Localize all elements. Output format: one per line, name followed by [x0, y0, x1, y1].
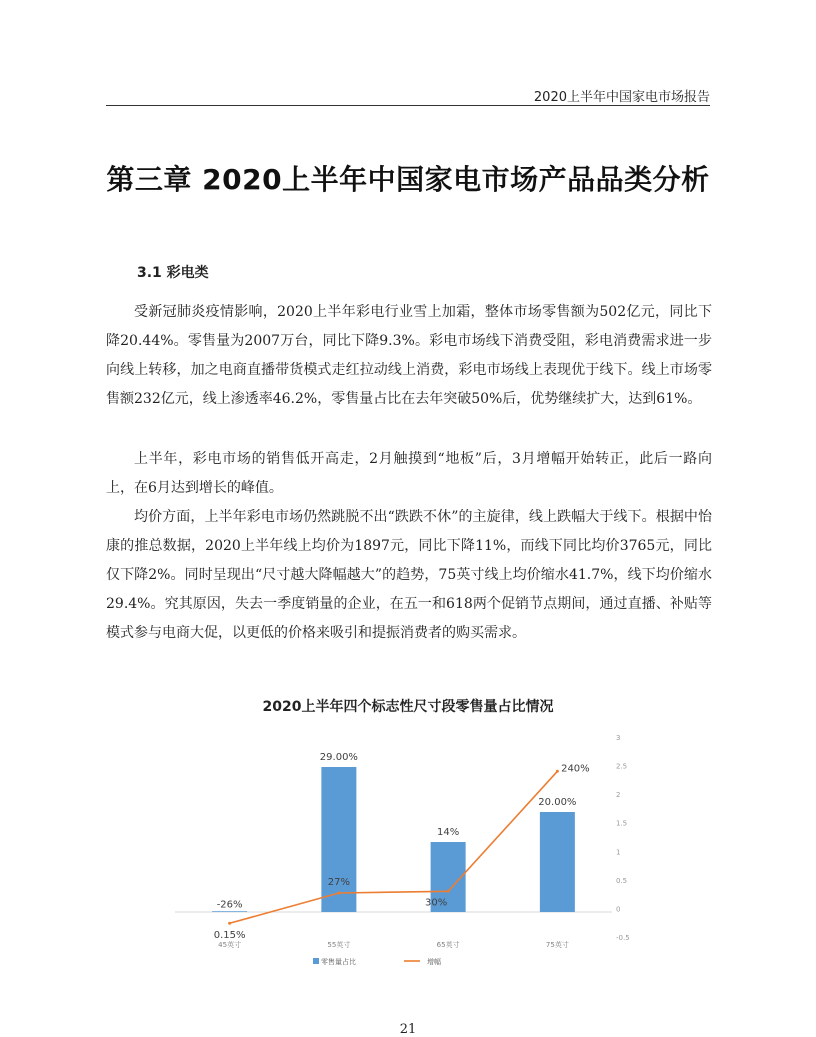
x-axis-tick-label: 65英寸: [436, 941, 460, 949]
growth-line: [230, 771, 558, 923]
growth-point: [228, 922, 231, 925]
x-axis-tick-label: 75英寸: [545, 941, 569, 949]
growth-point: [337, 892, 340, 895]
paragraph-text: 受新冠肺炎疫情影响，2020上半年彩电行业雪上加霜，整体市场零售额为502亿元，同比下降20.44%。零售量为2007万台，同比下降9.3%。彩电市场线下消费受阻，彩电消费需求进一步向线上转移，加之电商直播带货模式走红拉动线上消费，彩电市场线上表现优于线下。线上市场零售额232亿元，线上渗透率46.2%，零售量占比在去年突破50%后，优势继续扩大，达到61%。: [106, 304, 712, 407]
page-number: 21: [399, 1022, 417, 1037]
line-data-label: 240%: [561, 763, 590, 775]
right-axis-tick-label: -0.5: [616, 934, 630, 942]
legend-swatch-bar: [313, 958, 319, 964]
body-paragraph: [106, 445, 712, 503]
bar-data-label: 29.00%: [319, 752, 358, 763]
combo-chart: [150, 720, 650, 972]
header-rule: [106, 105, 710, 106]
growth-point: [556, 770, 559, 773]
line-data-label: -26%: [216, 899, 243, 911]
line-data-label: 30%: [425, 897, 448, 909]
chapter-title: 第三章 2020上半年中国家电市场产品品类分析: [106, 163, 710, 196]
paragraph-text: 上半年，彩电市场的销售低开高走，2月触摸到“地板”后，3月增幅开始转正，此后一路向上，在6月达到增长的峰值。: [106, 451, 712, 496]
line-data-label: 27%: [327, 877, 350, 888]
legend-label: 增幅: [427, 958, 441, 966]
right-axis-tick-label: 3: [616, 734, 621, 742]
right-axis-tick-label: 2: [616, 791, 621, 800]
bar: [212, 911, 247, 912]
paragraph-text: 均价方面，上半年彩电市场仍然跳脱不出“跌跌不休”的主旋律，线上跌幅大于线下。根据中怡康的推总数据，2020上半年线上均价为1897元，同比下降11%，而线下同比均价3765元，同比仅下降2%。同时呈现出“尺寸越大降幅越大”的趋势，75英寸线上均价缩水41.7%，线下均价缩水29.4%。究其原因，失去一季度销量的企业，在五一和618两个促销节点期间，通过直播、补贴等模式参与电商大促，以更低的价格来吸引和提振消费者的购买需求。: [106, 509, 712, 641]
right-axis-tick-label: 1.5: [616, 819, 628, 828]
section-heading: 3.1 彩电类: [137, 265, 209, 281]
bar-data-label: 0.15%: [213, 930, 246, 941]
legend-label: 零售量占比: [321, 958, 356, 966]
bar: [540, 812, 575, 912]
body-paragraph: [106, 503, 712, 648]
right-axis-tick-label: 0.5: [616, 876, 628, 885]
x-axis-tick-label: 45英寸: [218, 941, 242, 949]
right-axis-tick-label: 2.5: [616, 762, 628, 771]
x-axis-tick-label: 55英寸: [327, 941, 351, 949]
bar-data-label: 14%: [437, 827, 460, 838]
right-axis-tick-label: 0: [616, 905, 621, 914]
running-header: 2020上半年中国家电市场报告: [533, 90, 710, 105]
bar-data-label: 20.00%: [538, 797, 577, 808]
body-paragraph: [106, 298, 712, 414]
bar: [321, 767, 356, 912]
right-axis-tick-label: 1: [616, 848, 621, 857]
growth-point: [447, 890, 450, 893]
chart-title: 2020上半年四个标志性尺寸段零售量占比情况: [262, 699, 554, 715]
